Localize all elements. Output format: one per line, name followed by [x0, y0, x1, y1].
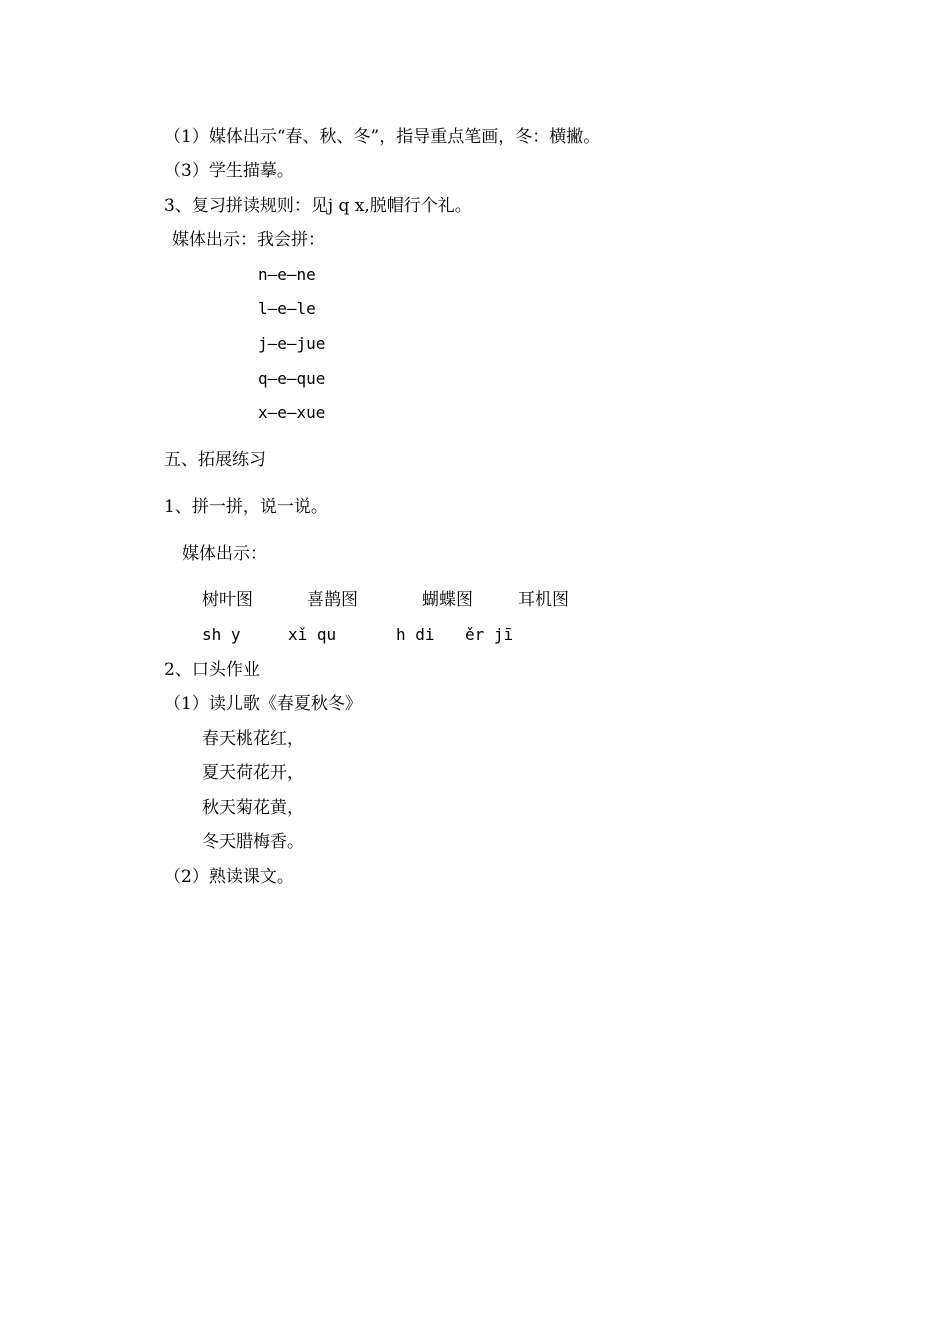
picture-row — [0, 589, 950, 611]
pinyin-magpie: xǐ qu — [288, 625, 337, 644]
read-rhyme: （1）读儿歌《春夏秋冬》 — [164, 694, 362, 714]
picture-leaf: 树叶图 — [202, 590, 253, 610]
pinyin-butterfly: h di — [396, 625, 435, 644]
read-text: （2）熟读课文。 — [164, 867, 294, 887]
rhyme-line-1: 春天桃花红， — [202, 729, 304, 749]
rhyme-line-3: 秋天菊花黄， — [202, 798, 304, 818]
pinyin-row — [0, 624, 950, 646]
step-media-strokes: （1）媒体出示“春、秋、冬”，指导重点笔画，冬：横撇。 — [164, 127, 601, 147]
spell-ne: n—e—ne — [258, 265, 316, 284]
step-trace: （3）学生描摹。 — [164, 161, 294, 181]
spell-xue: x—e—xue — [258, 403, 326, 422]
oral-homework: 2、口头作业 — [164, 660, 260, 680]
pinyin-leaf: sh y — [202, 625, 241, 644]
review-rule: 3、复习拼读规则：见j q x,脱帽行个礼。 — [164, 196, 472, 216]
spell-que: q—e—que — [258, 369, 326, 388]
rhyme-line-2: 夏天荷花开， — [202, 763, 304, 783]
section-extension: 五、拓展练习 — [164, 450, 266, 470]
picture-earphones: 耳机图 — [518, 590, 569, 610]
spell-le: l—e—le — [258, 299, 316, 318]
spell-jue: j—e—jue — [258, 334, 326, 353]
media-display-label: 媒体出示： — [182, 544, 267, 564]
exercise-spell-say: 1、拼一拼，说一说。 — [164, 497, 328, 517]
picture-butterfly: 蝴蝶图 — [422, 590, 473, 610]
rhyme-line-4: 冬天腊梅香。 — [202, 832, 304, 852]
pinyin-earphones: ěr jī — [465, 625, 514, 644]
picture-magpie: 喜鹊图 — [307, 590, 358, 610]
media-i-can-spell: 媒体出示：我会拼： — [172, 230, 325, 250]
